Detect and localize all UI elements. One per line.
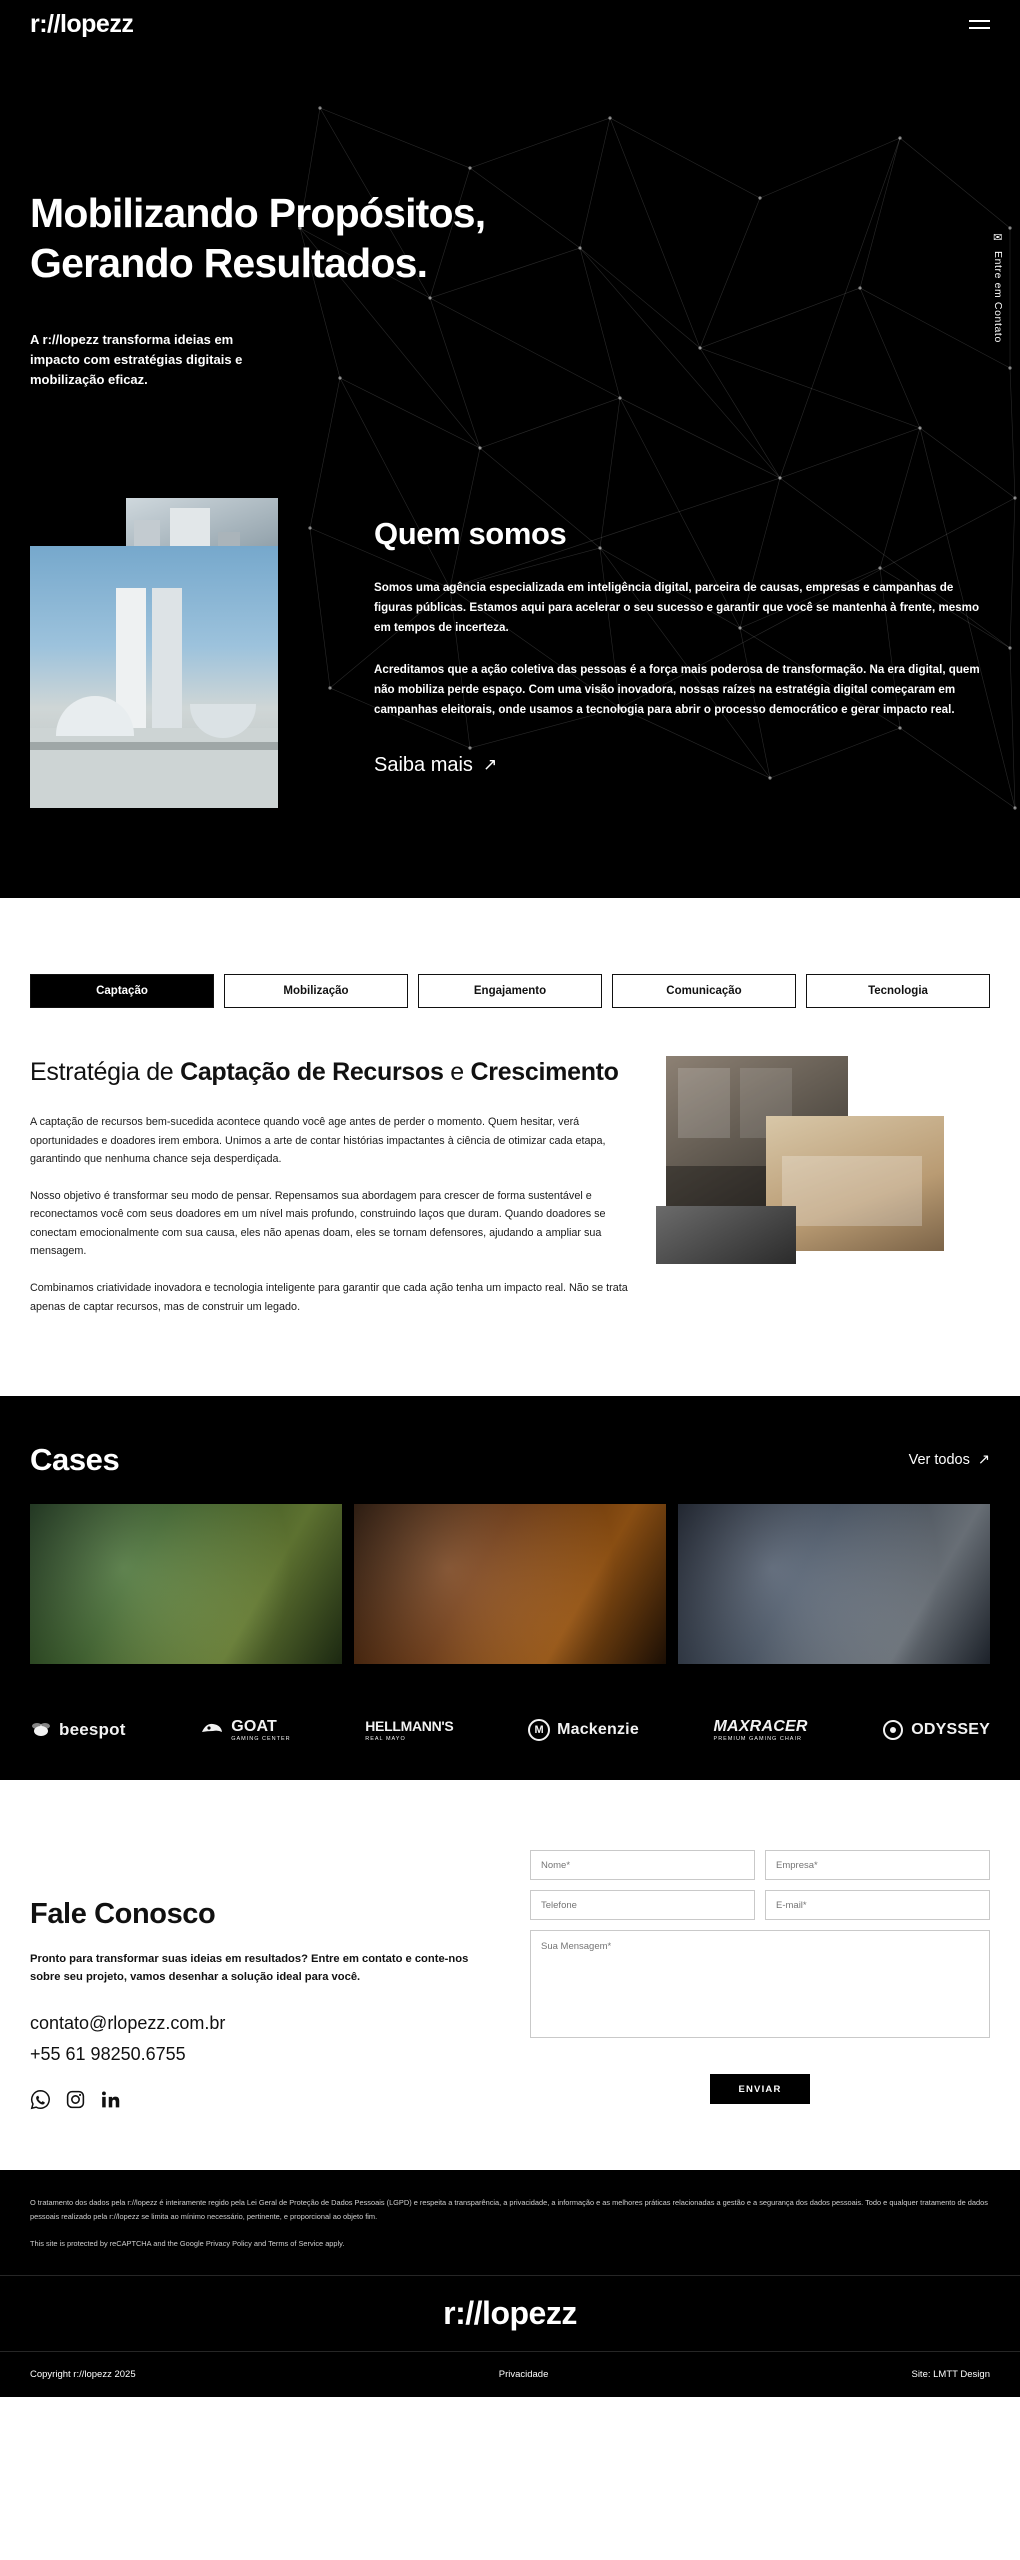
strategy-title-bold-2: Crescimento — [470, 1058, 619, 1086]
about-photo-group — [30, 498, 340, 808]
cases-heading: Cases — [30, 1442, 120, 1477]
strategy-title-mid: e — [443, 1058, 471, 1086]
strategy-paragraph-2: Nosso objetivo é transformar seu modo de pensar. Repensamos sua abordagem para crescer de forma sustentável e reconectamos você com seus doadores em um nível mais profundo, construindo laços que duram. Quando doadores se conectam emocionalmente com sua causa, eles não apenas doam, eles se tornam defensores, ajudando a ampliar sua mensagem. — [30, 1189, 606, 1258]
brand-name: HELLMANN'S — [365, 1718, 454, 1734]
brand-subtitle: REAL MAYO — [365, 1736, 406, 1742]
hero-title-line1: Mobilizando Propósitos, — [30, 190, 486, 236]
hamburger-bar — [969, 20, 990, 22]
cases-section — [0, 1396, 1020, 1690]
brand-name: Mackenzie — [557, 1721, 639, 1738]
contact-phone[interactable]: +55 61 98250.6755 — [30, 2043, 186, 2064]
brand-logo-hellmanns — [365, 1718, 453, 1742]
form-actions — [530, 2048, 990, 2104]
mail-icon: ✉ — [993, 232, 1003, 244]
tab-captacao[interactable]: Captação — [30, 974, 214, 1008]
brand-logo-mackenzie — [528, 1719, 639, 1741]
empresa-input[interactable] — [765, 1850, 990, 1880]
strategy-text-block — [30, 1056, 630, 1336]
brand-subtitle: PREMIUM GAMING CHAIR — [713, 1736, 802, 1742]
tab-tecnologia[interactable]: Tecnologia — [806, 974, 990, 1008]
brand-logo-maxracer — [714, 1718, 808, 1742]
hamburger-icon[interactable] — [969, 20, 990, 29]
strategy-title — [30, 1056, 630, 1089]
hero-title-line2: Gerando Resultados. — [30, 240, 428, 287]
linkedin-icon[interactable] — [100, 2089, 121, 2110]
about-paragraph-1: Somos uma agência especializada em inteligência digital, parceira de causas, empresas e campanhas de figuras públicas. Estamos aqui para acelerar o seu sucesso e garantir que você se mantenha à frente, mesmo em tempos de incerteza. — [374, 581, 980, 634]
mackenzie-mark-icon: M — [528, 1719, 550, 1741]
footer-site-credit[interactable]: Site: LMTT Design — [911, 2368, 990, 2380]
form-row-2 — [530, 1890, 990, 1920]
brand-logo[interactable]: r://lopezz — [30, 9, 134, 38]
strategy-photo-group — [656, 1056, 986, 1336]
contact-heading: Fale Conosco — [30, 1898, 216, 1930]
brand-name: MAXRACER — [713, 1718, 808, 1735]
cases-grid — [30, 1504, 990, 1664]
legal-section — [0, 2170, 1020, 2275]
hero-subtitle: A r://lopezz transforma ideias em impacto com estratégias digitais e mobilização eficaz. — [30, 332, 243, 388]
strategy-paragraph-3: Combinamos criatividade inovadora e tecnologia inteligente para garantir que cada ação tenha um impacto real. Não se trata apenas de captar recursos, mas de construir um legado. — [30, 1281, 628, 1313]
footer-brand-logo[interactable]: r://lopezz — [443, 2294, 577, 2331]
hero-content — [0, 48, 640, 390]
instagram-icon[interactable] — [65, 2089, 86, 2110]
brand-text-block — [231, 1718, 290, 1742]
footer-copyright: Copyright r://lopezz 2025 — [30, 2368, 136, 2380]
arrow-up-right-icon: ↗ — [977, 1452, 990, 1468]
brand-logo-beespot — [30, 1720, 126, 1740]
about-photo-primary — [30, 546, 278, 808]
form-row-3 — [530, 1930, 990, 2038]
brand-logo-odyssey — [882, 1719, 990, 1741]
tab-comunicacao[interactable]: Comunicação — [612, 974, 796, 1008]
contact-rail-label: Entre em Contato — [992, 251, 1004, 343]
contact-rail-link[interactable] — [992, 233, 1004, 343]
brand-name: GOAT — [231, 1718, 278, 1735]
footer-bar — [0, 2351, 1020, 2397]
about-text-block — [374, 498, 990, 777]
hero-title — [30, 188, 640, 288]
goat-icon — [200, 1720, 224, 1740]
contact-form — [530, 1850, 990, 2110]
contact-section — [0, 1780, 1020, 2170]
cases-see-all-link[interactable] — [909, 1452, 990, 1468]
strategy-paragraph-1: A captação de recursos bem-sucedida acontece quando você age antes de perder o momento. Quem hesitar, verá oportunidades e doadores irem embora. Unimos a arte de contar histórias impactantes à ciência de otimizar cada etapa, garantindo que nenhuma chance seja desperdiçada. — [30, 1116, 606, 1166]
about-heading: Quem somos — [374, 516, 567, 551]
arrow-up-right-icon: ↗ — [482, 755, 498, 775]
hamburger-bar — [969, 27, 990, 29]
tab-engajamento[interactable]: Engajamento — [418, 974, 602, 1008]
strategy-title-prefix: Estratégia de — [30, 1058, 181, 1086]
strategy-body — [30, 1056, 990, 1336]
brand-name: ODYSSEY — [911, 1721, 990, 1738]
telefone-input[interactable] — [530, 1890, 755, 1920]
case-card[interactable] — [354, 1504, 666, 1664]
about-cta-link[interactable] — [374, 754, 497, 777]
about-cta-label: Saiba mais — [374, 753, 473, 776]
contact-info-block — [30, 1850, 490, 2110]
site-header — [0, 0, 1020, 48]
brand-text-block — [365, 1718, 453, 1742]
brand-name: beespot — [59, 1720, 126, 1739]
client-logos-strip — [0, 1690, 1020, 1780]
contact-lead-text: Pronto para transformar suas ideias em resultados? Entre em contato e conte-nos sobre seu projeto, vamos desenhar a solução ideal para você. — [30, 1953, 469, 1983]
footer-logo-area — [0, 2275, 1020, 2351]
whatsapp-icon[interactable] — [30, 2089, 51, 2110]
nome-input[interactable] — [530, 1850, 755, 1880]
enviar-button[interactable]: ENVIAR — [710, 2074, 810, 2104]
strategy-tabs — [30, 974, 990, 1008]
email-input[interactable] — [765, 1890, 990, 1920]
cases-header — [30, 1442, 990, 1478]
tab-mobilizacao[interactable]: Mobilização — [224, 974, 408, 1008]
footer-privacy-link[interactable]: Privacidade — [498, 2368, 549, 2380]
lgpd-text: O tratamento dos dados pela r://lopezz é inteiramente regido pela Lei Geral de Proteção de Dados Pessoais (LGPD) e respeita a transparência, a privacidade, a informação e as melhores práticas relacionadas a gestão e a segurança dos dados pessoais. Todo e qualquer tratamento de dados pessoais realizado pela r://lopezz se limita ao mínimo necessário, pertinente, e proporcional ao objeto fim. — [30, 2197, 988, 2221]
strategy-title-bold-1: Captação de Recursos — [180, 1058, 444, 1086]
odyssey-mark-icon — [882, 1719, 904, 1741]
brand-logo-goat — [200, 1718, 290, 1742]
strategy-photo-3 — [656, 1206, 796, 1264]
strategy-section — [0, 928, 1020, 1396]
case-card[interactable] — [30, 1504, 342, 1664]
brand-subtitle: GAMING CENTER — [231, 1736, 291, 1742]
about-section — [0, 498, 1020, 928]
about-paragraph-2: Acreditamos que a ação coletiva das pessoas é a força mais poderosa de transformação. Na era digital, quem não mobiliza perde espaço. Com uma visão inovadora, nossas raízes na estratégia digital começaram em campanhas eleitorais, onde usamos a tecnologia para abrir o processo democrático e gerar impacto real. — [374, 662, 980, 716]
recaptcha-text: This site is protected by reCAPTCHA and the Google Privacy Policy and Terms of Service apply. — [30, 2239, 345, 2249]
brand-text-block — [714, 1718, 808, 1742]
social-links — [30, 2089, 490, 2110]
mensagem-textarea[interactable] — [530, 1930, 990, 2038]
case-card[interactable] — [678, 1504, 990, 1664]
contact-email[interactable]: contato@rlopezz.com.br — [30, 2012, 226, 2033]
form-row-1 — [530, 1850, 990, 1880]
cases-see-all-label: Ver todos — [908, 1452, 970, 1468]
bee-icon — [30, 1722, 52, 1738]
